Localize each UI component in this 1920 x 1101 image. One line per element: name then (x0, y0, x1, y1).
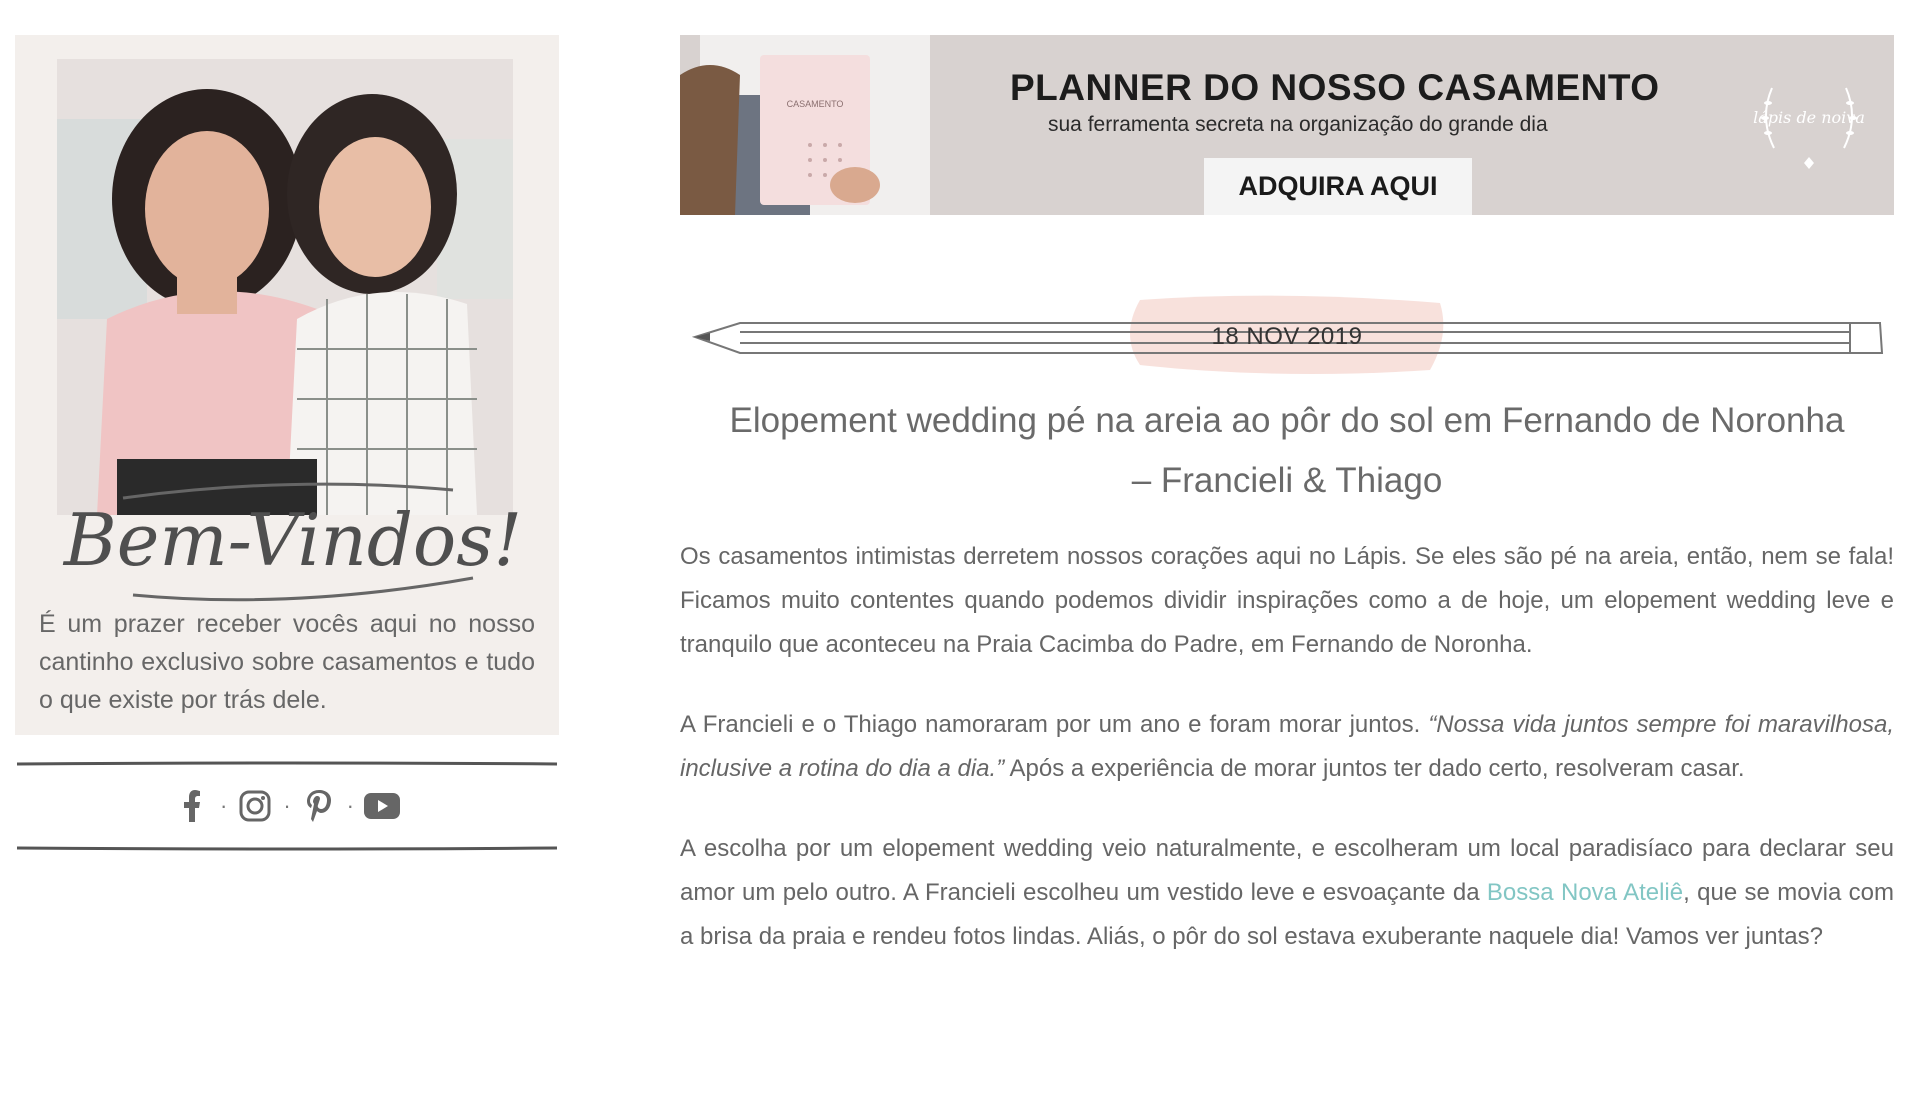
sidebar (15, 35, 559, 851)
welcome-widget (15, 35, 559, 735)
youtube-icon[interactable] (364, 788, 400, 824)
authors-photo (57, 59, 513, 515)
planner-banner[interactable] (680, 35, 1894, 215)
facebook-icon[interactable] (174, 788, 210, 824)
paragraph-text: , que se movia com a brisa da praia e rendeu fotos lindas. Aliás, o pôr do sol estava exuberante naquele dia! Vamos ver juntas? (680, 879, 1895, 950)
social-links (15, 767, 559, 845)
svg-text:lápis de noiva: lápis de noiva (1753, 108, 1865, 127)
bossa-nova-atelie-link[interactable]: Bossa Nova Ateliê (1486, 879, 1684, 906)
paragraph-text: A Francieli e o Thiago namoraram por um ano e foram morar juntos. (680, 711, 1429, 738)
post-date: 18 NOV 2019 (1211, 323, 1363, 350)
post-paragraph-1: Os casamentos intimistas derretem nossos corações aqui no Lápis. Se eles são pé na areia, então, nem se fala! Ficamos muito contentes quando podemos dividir inspirações como a de hoje, um elopement wedding leve e tranquilo que aconteceu na Praia Cacimba do Padre, em Fernando de Noronha. (680, 543, 1894, 658)
welcome-script (63, 470, 523, 610)
paragraph-text: Após a experiência de morar juntos ter dado certo, resolveram casar. (1004, 755, 1745, 782)
main-content (680, 35, 1894, 995)
adquira-aqui-button[interactable]: ADQUIRA AQUI (1204, 158, 1472, 215)
pinterest-icon[interactable] (301, 788, 337, 824)
date-pencil-divider (680, 285, 1894, 395)
banner-title: PLANNER DO NOSSO CASAMENTO (1010, 67, 1660, 108)
svg-text:Bem-Vindos!: Bem-Vindos! (63, 498, 523, 582)
instagram-icon[interactable] (237, 788, 273, 824)
banner-photo (680, 35, 970, 215)
post-body (680, 535, 1894, 959)
bottom-divider (15, 845, 559, 851)
paragraph-text: A escolha por um elopement wedding veio naturalmente, e escolheram um local paradisíaco para declarar seu amor um pelo outro. A Francieli escolheu um vestido leve e esvoaçante da (680, 835, 1894, 906)
separator-dot: · (346, 793, 354, 818)
separator-dot: · (283, 793, 291, 818)
lapis-de-noiva-logo (1754, 73, 1864, 173)
post-paragraph-3 (680, 827, 1894, 959)
svg-text:CASAMENTO: CASAMENTO (786, 99, 844, 109)
quote-text: “Nossa vida juntos sempre foi maravilhosa, inclusive a rotina do dia a dia.” (680, 711, 1894, 782)
post-paragraph-2 (680, 703, 1894, 791)
separator-dot: · (220, 793, 228, 818)
banner-subtitle: sua ferramenta secreta na organização do grande dia (1048, 113, 1548, 136)
welcome-text: É um prazer receber vocês aqui no nosso cantinho exclusivo sobre casamentos e tudo o que existe por trás dele. (39, 610, 535, 714)
post-title[interactable]: Elopement wedding pé na areia ao pôr do sol em Fernando de Noronha – Francieli & Thiago (729, 401, 1845, 500)
